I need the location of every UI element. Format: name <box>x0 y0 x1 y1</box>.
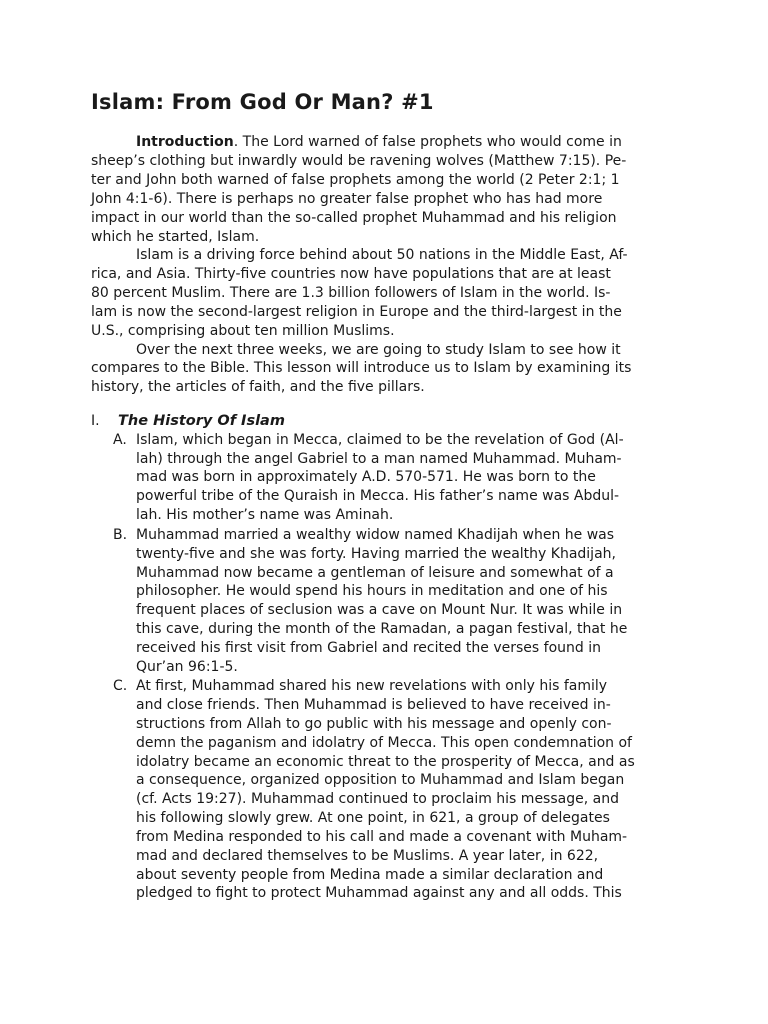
intro-line: John 4:1-6). There is perhaps no greater false prophet who has had more <box>91 191 603 207</box>
paragraph-line: U.S., comprising about ten million Muslims. <box>91 323 395 339</box>
list-item-letter: A. <box>113 432 127 448</box>
list-item-line: twenty-five and she was forty. Having married the wealthy Khadijah, <box>136 546 616 562</box>
paragraph-line: lam is now the second-largest religion in Europe and the third-largest in the <box>91 304 622 320</box>
list-item-line: pledged to fight to protect Muhammad against any and all odds. This <box>136 885 622 901</box>
section-heading: The History Of Islam <box>118 413 285 429</box>
list-item-line: structions from Allah to go public with his message and openly con- <box>136 716 612 732</box>
list-item-line: mad was born in approximately A.D. 570-571. He was born to the <box>136 469 596 485</box>
list-item-line: his following slowly grew. At one point, in 621, a group of delegates <box>136 810 610 826</box>
intro-line <box>136 133 736 152</box>
paragraph-line: history, the articles of faith, and the five pillars. <box>91 379 425 395</box>
intro-line: ter and John both warned of false prophets among the world (2 Peter 2:1; 1 <box>91 172 620 188</box>
paragraph-line: rica, and Asia. Thirty-five countries now have populations that are at least <box>91 266 611 282</box>
list-item-line: Muhammad now became a gentleman of leisure and somewhat of a <box>136 565 614 581</box>
list-item-line: Islam, which began in Mecca, claimed to be the revelation of God (Al- <box>136 432 624 448</box>
list-item-line: this cave, during the month of the Ramadan, a pagan festival, that he <box>136 621 628 637</box>
paragraph-line: Islam is a driving force behind about 50 nations in the Middle East, Af- <box>136 247 628 263</box>
list-item-line: At first, Muhammad shared his new revelations with only his family <box>136 678 608 694</box>
list-item-line: demn the paganism and idolatry of Mecca. This open condemnation of <box>136 735 632 751</box>
list-item-line: a consequence, organized opposition to Muhammad and Islam began <box>136 772 625 788</box>
list-item-line: Qur’an 96:1-5. <box>136 659 238 675</box>
list-item-line: philosopher. He would spend his hours in meditation and one of his <box>136 583 608 599</box>
intro-line: impact in our world than the so-called prophet Muhammad and his religion <box>91 210 617 226</box>
list-item-line: idolatry became an economic threat to the prosperity of Mecca, and as <box>136 754 635 770</box>
list-item-line: from Medina responded to his call and made a covenant with Muham- <box>136 829 628 845</box>
list-item-line: and close friends. Then Muhammad is believed to have received in- <box>136 697 611 713</box>
paragraph-line: compares to the Bible. This lesson will introduce us to Islam by examining its <box>91 360 632 376</box>
list-item-line: lah. His mother’s name was Aminah. <box>136 507 394 523</box>
intro-line: which he started, Islam. <box>91 229 260 245</box>
list-item-line: received his first visit from Gabriel and recited the verses found in <box>136 640 602 656</box>
list-item-line: Muhammad married a wealthy widow named Khadijah when he was <box>136 527 615 543</box>
intro-line: sheep’s clothing but inwardly would be ravening wolves (Matthew 7:15). Pe- <box>91 153 627 169</box>
page-title: Islam: From God Or Man? #1 <box>91 90 434 114</box>
list-item-line: about seventy people from Medina made a similar declaration and <box>136 867 604 883</box>
list-item-line: lah) through the angel Gabriel to a man named Muhammad. Muham- <box>136 451 622 467</box>
list-item-letter: C. <box>113 678 128 694</box>
intro-lead: Introduction <box>136 134 234 150</box>
paragraph-line: 80 percent Muslim. There are 1.3 billion followers of Islam in the world. Is- <box>91 285 611 301</box>
list-item-letter: B. <box>113 527 128 543</box>
list-item-line: (cf. Acts 19:27). Muhammad continued to proclaim his message, and <box>136 791 619 807</box>
paragraph-line: Over the next three weeks, we are going to study Islam to see how it <box>136 342 621 358</box>
section-numeral: I. <box>91 413 100 429</box>
list-item-line: frequent places of seclusion was a cave on Mount Nur. It was while in <box>136 602 623 618</box>
intro-line-text: . The Lord warned of false prophets who would come in <box>233 134 622 150</box>
list-item-line: mad and declared themselves to be Muslims. A year later, in 622, <box>136 848 599 864</box>
list-item-line: powerful tribe of the Quraish in Mecca. His father’s name was Abdul- <box>136 488 620 504</box>
